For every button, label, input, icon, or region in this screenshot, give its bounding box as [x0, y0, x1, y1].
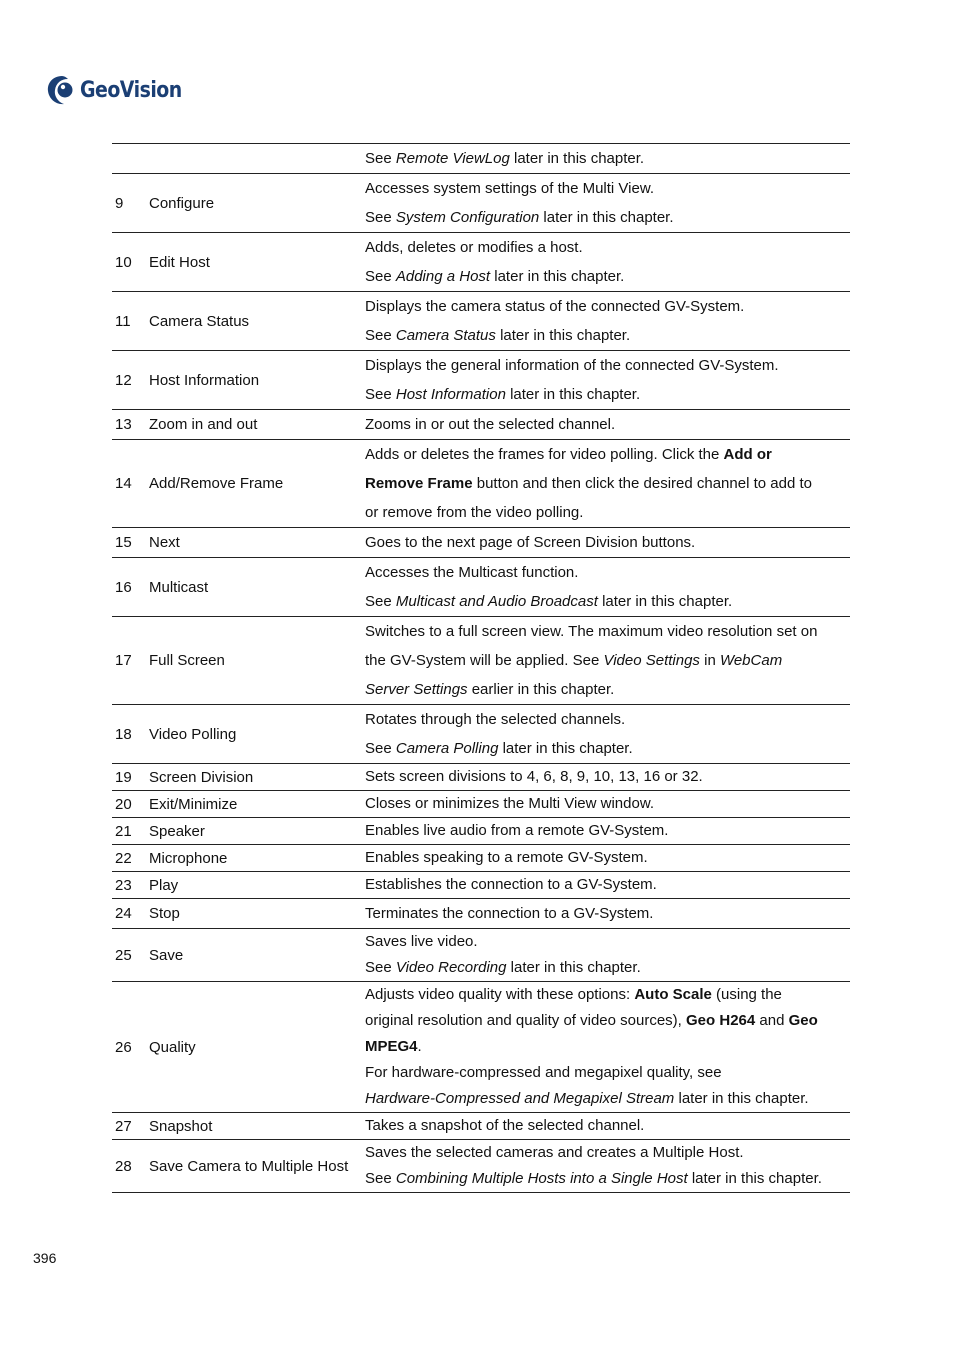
text-segment: later in this chapter.: [505, 386, 641, 403]
table-row: [112, 818, 850, 845]
text-segment: later in this chapter.: [506, 959, 641, 976]
function-name: Speaker: [149, 818, 365, 845]
function-name: Camera Status: [149, 292, 365, 351]
text-segment: Combining Multiple Hosts into a Single Host: [395, 1170, 688, 1187]
description-line: [365, 617, 850, 646]
text-segment: Adds or deletes the frames for video polling. Click the: [365, 446, 724, 463]
function-name: Video Polling: [149, 705, 365, 764]
text-segment: Adjusts video quality with these options:: [365, 986, 635, 1003]
description-line: [365, 955, 850, 981]
description-line: [365, 262, 850, 291]
description-line: [365, 558, 850, 587]
text-segment: Switches to a full screen view. The maximum video resolution set on: [365, 623, 818, 640]
function-description: [365, 791, 850, 818]
text-segment: Closes or minimizes the Multi View window.: [365, 795, 654, 812]
text-segment: earlier in this chapter.: [467, 681, 615, 698]
text-segment: and: [755, 1012, 789, 1029]
function-name: Stop: [149, 899, 365, 929]
text-segment: later in this chapter.: [498, 740, 633, 757]
function-description: [365, 292, 850, 351]
text-segment: See: [365, 593, 396, 610]
row-number: 10: [112, 233, 149, 292]
row-number: 25: [112, 929, 149, 982]
geovision-eye-icon: [46, 74, 76, 106]
text-segment: Enables live audio from a remote GV-System.: [365, 822, 669, 839]
function-description: [365, 982, 850, 1113]
row-number: 15: [112, 528, 149, 558]
description-line: [365, 144, 850, 173]
text-segment: See: [365, 327, 396, 344]
page-number: 396: [33, 1250, 57, 1266]
description-line: [365, 233, 850, 262]
function-description: [365, 410, 850, 440]
function-name: Zoom in and out: [149, 410, 365, 440]
text-segment: Accesses the Multicast function.: [365, 564, 579, 581]
row-number: [112, 144, 149, 174]
function-name: Host Information: [149, 351, 365, 410]
function-description: [365, 845, 850, 872]
table-row: [112, 528, 850, 558]
function-description: [365, 1140, 850, 1193]
text-segment: (using the: [711, 986, 782, 1003]
text-segment: original resolution and quality of video sources),: [365, 1012, 687, 1029]
function-description: [365, 440, 850, 528]
description-line: [365, 1060, 850, 1086]
table-row: [112, 791, 850, 818]
text-segment: the GV-System will be applied. See: [365, 652, 604, 669]
text-segment: Goes to the next page of Screen Division buttons.: [365, 534, 696, 551]
text-segment: Camera Polling: [395, 740, 499, 757]
row-number: 22: [112, 845, 149, 872]
table-row: [112, 872, 850, 899]
text-segment: Adds, deletes or modifies a host.: [365, 239, 583, 256]
text-segment: later in this chapter.: [495, 327, 631, 344]
text-segment: See: [365, 1170, 396, 1187]
description-line: [365, 410, 850, 439]
text-segment: Establishes the connection to a GV-System.: [365, 876, 657, 893]
row-number: 11: [112, 292, 149, 351]
description-line: [365, 1140, 850, 1166]
function-name: Screen Division: [149, 764, 365, 791]
text-segment: See: [365, 209, 396, 226]
text-segment: For hardware-compressed and megapixel quality, see: [365, 1064, 722, 1081]
table-row: [112, 144, 850, 174]
function-description: [365, 764, 850, 791]
table-row: [112, 899, 850, 929]
text-segment: .: [417, 1038, 422, 1055]
description-line: [365, 380, 850, 409]
table-row: [112, 233, 850, 292]
description-line: [365, 845, 850, 871]
table-row: [112, 292, 850, 351]
row-number: 19: [112, 764, 149, 791]
text-segment: Rotates through the selected channels.: [365, 711, 626, 728]
row-number: 17: [112, 617, 149, 705]
row-number: 12: [112, 351, 149, 410]
text-segment: See: [365, 959, 396, 976]
text-segment: or remove from the video polling.: [365, 504, 584, 521]
row-number: 9: [112, 174, 149, 233]
text-segment: Remote ViewLog: [395, 150, 510, 167]
table-row: [112, 558, 850, 617]
text-segment: Geo H264: [686, 1012, 756, 1029]
function-description: [365, 558, 850, 617]
text-segment: Camera Status: [395, 327, 496, 344]
description-line: [365, 818, 850, 844]
table-row: [112, 1140, 850, 1193]
row-number: 27: [112, 1113, 149, 1140]
row-number: 18: [112, 705, 149, 764]
function-name: Add/Remove Frame: [149, 440, 365, 528]
text-segment: System Configuration: [395, 209, 540, 226]
function-description: [365, 705, 850, 764]
function-description: [365, 929, 850, 982]
text-segment: See: [365, 150, 396, 167]
function-description: [365, 818, 850, 845]
text-segment: See: [365, 268, 396, 285]
text-segment: later in this chapter.: [687, 1170, 822, 1187]
text-segment: Geo: [788, 1012, 818, 1029]
row-number: 23: [112, 872, 149, 899]
text-segment: See: [365, 740, 396, 757]
text-segment: Multicast and Audio Broadcast: [395, 593, 598, 610]
function-description: [365, 233, 850, 292]
description-line: [365, 587, 850, 616]
text-segment: Zooms in or out the selected channel.: [365, 416, 616, 433]
function-name: Microphone: [149, 845, 365, 872]
description-line: [365, 469, 850, 498]
text-segment: Video Settings: [603, 652, 700, 669]
description-line: [365, 498, 850, 527]
description-line: [365, 899, 850, 928]
table-row: [112, 617, 850, 705]
description-line: [365, 1008, 850, 1034]
function-description: [365, 174, 850, 233]
text-segment: Hardware-Compressed and Megapixel Stream: [365, 1090, 675, 1107]
table-row: [112, 351, 850, 410]
table-row: [112, 705, 850, 764]
description-line: [365, 705, 850, 734]
function-description: [365, 872, 850, 899]
function-name: Full Screen: [149, 617, 365, 705]
text-segment: later in this chapter.: [674, 1090, 809, 1107]
text-segment: later in this chapter.: [490, 268, 625, 285]
description-line: [365, 292, 850, 321]
row-number: 20: [112, 791, 149, 818]
description-line: [365, 675, 850, 704]
function-table: [112, 143, 850, 1193]
function-name: Save: [149, 929, 365, 982]
text-segment: Auto Scale: [634, 986, 712, 1003]
description-line: [365, 1034, 850, 1060]
text-segment: Saves the selected cameras and creates a Multiple Host.: [365, 1144, 744, 1161]
function-name: Save Camera to Multiple Host: [149, 1140, 365, 1193]
function-name: Exit/Minimize: [149, 791, 365, 818]
description-line: [365, 203, 850, 232]
text-segment: Displays the general information of the connected GV-System.: [365, 357, 779, 374]
description-line: [365, 174, 850, 203]
geovision-logo: [46, 74, 198, 106]
logo-text: GeoVision: [80, 77, 182, 103]
text-segment: Sets screen divisions to 4, 6, 8, 9, 10, 13, 16 or 32.: [365, 768, 703, 785]
function-name: Multicast: [149, 558, 365, 617]
text-segment: Takes a snapshot of the selected channel.: [365, 1117, 645, 1134]
function-name: Snapshot: [149, 1113, 365, 1140]
text-segment: MPEG4: [365, 1038, 418, 1055]
description-line: [365, 1086, 850, 1112]
table-row: [112, 982, 850, 1113]
function-name: Edit Host: [149, 233, 365, 292]
row-number: 21: [112, 818, 149, 845]
row-number: 26: [112, 982, 149, 1113]
function-name: Configure: [149, 174, 365, 233]
text-segment: Video Recording: [395, 959, 507, 976]
description-line: [365, 764, 850, 790]
function-description: [365, 617, 850, 705]
text-segment: Saves live video.: [365, 933, 478, 950]
row-number: 28: [112, 1140, 149, 1193]
text-segment: Host Information: [395, 386, 506, 403]
description-line: [365, 791, 850, 817]
function-name: [149, 144, 365, 174]
function-description: [365, 528, 850, 558]
text-segment: in: [699, 652, 720, 669]
row-number: 14: [112, 440, 149, 528]
function-description: [365, 899, 850, 929]
description-line: [365, 872, 850, 898]
table-row: [112, 440, 850, 528]
description-line: [365, 734, 850, 763]
table-row: [112, 929, 850, 982]
table-row: [112, 410, 850, 440]
text-segment: Terminates the connection to a GV-System.: [365, 905, 654, 922]
text-segment: later in this chapter.: [509, 150, 645, 167]
table-row: [112, 764, 850, 791]
description-line: [365, 351, 850, 380]
text-segment: button and then click the desired channel to add to: [472, 475, 812, 492]
table-row: [112, 845, 850, 872]
function-name: Play: [149, 872, 365, 899]
function-description: [365, 144, 850, 174]
function-description: [365, 351, 850, 410]
row-number: 16: [112, 558, 149, 617]
description-line: [365, 646, 850, 675]
table-row: [112, 174, 850, 233]
row-number: 24: [112, 899, 149, 929]
description-line: [365, 440, 850, 469]
description-line: [365, 1166, 850, 1192]
description-line: [365, 982, 850, 1008]
description-line: [365, 1113, 850, 1139]
function-description: [365, 1113, 850, 1140]
text-segment: Adding a Host: [395, 268, 491, 285]
description-line: [365, 528, 850, 557]
function-name: Next: [149, 528, 365, 558]
text-segment: See: [365, 386, 396, 403]
text-segment: WebCam: [719, 652, 783, 669]
text-segment: Remove Frame: [365, 475, 473, 492]
function-name: Quality: [149, 982, 365, 1113]
text-segment: later in this chapter.: [539, 209, 674, 226]
description-line: [365, 321, 850, 350]
text-segment: Displays the camera status of the connected GV-System.: [365, 298, 745, 315]
text-segment: later in this chapter.: [597, 593, 733, 610]
description-line: [365, 929, 850, 955]
text-segment: Accesses system settings of the Multi View.: [365, 180, 655, 197]
text-segment: Server Settings: [365, 681, 468, 698]
text-segment: Enables speaking to a remote GV-System.: [365, 849, 648, 866]
row-number: 13: [112, 410, 149, 440]
table-row: [112, 1113, 850, 1140]
text-segment: Add or: [723, 446, 772, 463]
